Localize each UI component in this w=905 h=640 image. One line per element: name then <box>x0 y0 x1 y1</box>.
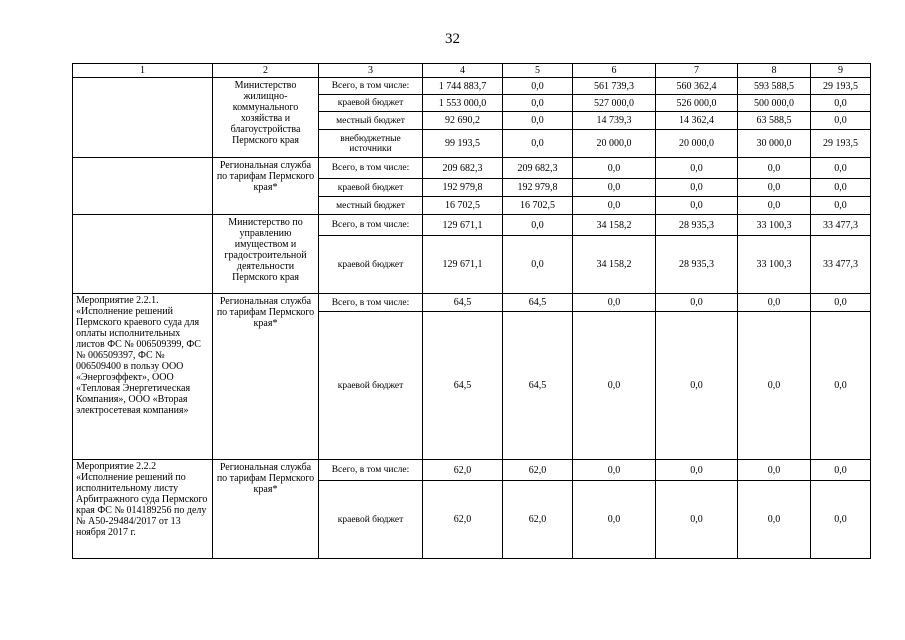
column-number-header: 2 <box>213 64 319 78</box>
amount-cell: 0,0 <box>811 312 871 460</box>
amount-cell: 16 702,5 <box>423 197 503 215</box>
amount-cell: 33 477,3 <box>811 236 871 294</box>
column-number-header: 1 <box>73 64 213 78</box>
budget-table-container <box>72 63 871 559</box>
amount-cell: 63 588,5 <box>738 112 811 130</box>
amount-cell: 0,0 <box>738 179 811 197</box>
amount-cell: 92 690,2 <box>423 112 503 130</box>
amount-cell: 0,0 <box>573 179 656 197</box>
amount-cell: 28 935,3 <box>656 215 738 236</box>
activity-cell <box>73 215 213 294</box>
amount-cell: 0,0 <box>573 158 656 179</box>
amount-cell: 0,0 <box>573 197 656 215</box>
amount-cell: 30 000,0 <box>738 130 811 158</box>
amount-cell: 192 979,8 <box>423 179 503 197</box>
funding-source-cell: краевой бюджет <box>319 179 423 197</box>
amount-cell: 0,0 <box>811 158 871 179</box>
funding-source-cell: местный бюджет <box>319 197 423 215</box>
amount-cell: 0,0 <box>738 481 811 559</box>
amount-cell: 0,0 <box>738 294 811 312</box>
amount-cell: 0,0 <box>503 130 573 158</box>
amount-cell: 20 000,0 <box>656 130 738 158</box>
activity-cell <box>73 78 213 158</box>
amount-cell: 192 979,8 <box>503 179 573 197</box>
executor-cell: Региональная служба по тарифам Пермского края* <box>213 294 319 460</box>
amount-cell: 0,0 <box>573 460 656 481</box>
executor-cell: Министерство жилищно-коммунального хозяйства и благоустройства Пермского края <box>213 78 319 158</box>
amount-cell: 64,5 <box>503 294 573 312</box>
amount-cell: 29 193,5 <box>811 130 871 158</box>
amount-cell: 0,0 <box>656 460 738 481</box>
amount-cell: 0,0 <box>811 294 871 312</box>
amount-cell: 0,0 <box>503 215 573 236</box>
amount-cell: 0,0 <box>503 236 573 294</box>
funding-source-cell: краевой бюджет <box>319 95 423 112</box>
amount-cell: 0,0 <box>811 481 871 559</box>
amount-cell: 0,0 <box>811 197 871 215</box>
column-number-header: 5 <box>503 64 573 78</box>
amount-cell: 527 000,0 <box>573 95 656 112</box>
amount-cell: 0,0 <box>503 112 573 130</box>
amount-cell: 34 158,2 <box>573 236 656 294</box>
activity-cell <box>73 158 213 215</box>
funding-source-cell: Всего, в том числе: <box>319 158 423 179</box>
amount-cell: 14 739,3 <box>573 112 656 130</box>
amount-cell: 33 477,3 <box>811 215 871 236</box>
budget-table <box>72 63 871 559</box>
funding-source-cell: краевой бюджет <box>319 236 423 294</box>
column-number-header: 4 <box>423 64 503 78</box>
amount-cell: 16 702,5 <box>503 197 573 215</box>
table-row <box>73 294 871 312</box>
amount-cell: 0,0 <box>573 294 656 312</box>
amount-cell: 0,0 <box>503 95 573 112</box>
amount-cell: 526 000,0 <box>656 95 738 112</box>
activity-cell: Мероприятие 2.2.1. «Исполнение решений Пермского краевого суда для оплаты исполнительных листов ФС № 006509399, ФС № 006509397, ФС № 006509400 в пользу ООО «Энергоэффект», ООО «Тепловая Энергетическая Компания», ООО «Вторая электросетевая компания» <box>73 294 213 460</box>
amount-cell: 0,0 <box>656 312 738 460</box>
header-row <box>73 64 871 78</box>
page-number: 32 <box>445 31 460 47</box>
activity-cell: Мероприятие 2.2.2 «Исполнение решений по исполнительному листу Арбитражного суда Пермского края ФС № 014189256 по делу № А50-29484/2017 от 13 ноября 2017 г. <box>73 460 213 559</box>
funding-source-cell: краевой бюджет <box>319 481 423 559</box>
funding-source-cell: Всего, в том числе: <box>319 215 423 236</box>
amount-cell: 33 100,3 <box>738 215 811 236</box>
column-number-header: 8 <box>738 64 811 78</box>
amount-cell: 62,0 <box>423 460 503 481</box>
funding-source-cell: Всего, в том числе: <box>319 294 423 312</box>
amount-cell: 62,0 <box>423 481 503 559</box>
executor-cell: Региональная служба по тарифам Пермского края* <box>213 460 319 559</box>
amount-cell: 560 362,4 <box>656 78 738 95</box>
amount-cell: 1 744 883,7 <box>423 78 503 95</box>
funding-source-cell: Всего, в том числе: <box>319 78 423 95</box>
executor-cell: Региональная служба по тарифам Пермского края* <box>213 158 319 215</box>
amount-cell: 62,0 <box>503 481 573 559</box>
amount-cell: 99 193,5 <box>423 130 503 158</box>
amount-cell: 14 362,4 <box>656 112 738 130</box>
amount-cell: 129 671,1 <box>423 236 503 294</box>
amount-cell: 0,0 <box>738 312 811 460</box>
table-row <box>73 158 871 179</box>
executor-cell: Министерство по управлению имуществом и градостроительной деятельности Пермского края <box>213 215 319 294</box>
amount-cell: 129 671,1 <box>423 215 503 236</box>
amount-cell: 28 935,3 <box>656 236 738 294</box>
amount-cell: 0,0 <box>656 294 738 312</box>
column-number-header: 7 <box>656 64 738 78</box>
table-row <box>73 78 871 95</box>
amount-cell: 0,0 <box>811 112 871 130</box>
amount-cell: 62,0 <box>503 460 573 481</box>
amount-cell: 1 553 000,0 <box>423 95 503 112</box>
amount-cell: 0,0 <box>503 78 573 95</box>
amount-cell: 0,0 <box>738 460 811 481</box>
amount-cell: 64,5 <box>423 312 503 460</box>
table-row <box>73 460 871 481</box>
amount-cell: 64,5 <box>503 312 573 460</box>
amount-cell: 209 682,3 <box>503 158 573 179</box>
funding-source-cell: местный бюджет <box>319 112 423 130</box>
amount-cell: 34 158,2 <box>573 215 656 236</box>
funding-source-cell: Всего, в том числе: <box>319 460 423 481</box>
column-number-header: 9 <box>811 64 871 78</box>
amount-cell: 0,0 <box>656 158 738 179</box>
amount-cell: 64,5 <box>423 294 503 312</box>
amount-cell: 0,0 <box>573 312 656 460</box>
amount-cell: 0,0 <box>738 197 811 215</box>
amount-cell: 0,0 <box>656 481 738 559</box>
table-row <box>73 215 871 236</box>
funding-source-cell: краевой бюджет <box>319 312 423 460</box>
amount-cell: 0,0 <box>656 179 738 197</box>
amount-cell: 0,0 <box>811 95 871 112</box>
amount-cell: 20 000,0 <box>573 130 656 158</box>
column-number-header: 3 <box>319 64 423 78</box>
amount-cell: 0,0 <box>811 460 871 481</box>
amount-cell: 33 100,3 <box>738 236 811 294</box>
funding-source-cell: внебюджетные источники <box>319 130 423 158</box>
amount-cell: 0,0 <box>656 197 738 215</box>
amount-cell: 0,0 <box>811 179 871 197</box>
amount-cell: 500 000,0 <box>738 95 811 112</box>
amount-cell: 29 193,5 <box>811 78 871 95</box>
column-number-header: 6 <box>573 64 656 78</box>
amount-cell: 0,0 <box>738 158 811 179</box>
amount-cell: 593 588,5 <box>738 78 811 95</box>
amount-cell: 209 682,3 <box>423 158 503 179</box>
amount-cell: 561 739,3 <box>573 78 656 95</box>
amount-cell: 0,0 <box>573 481 656 559</box>
